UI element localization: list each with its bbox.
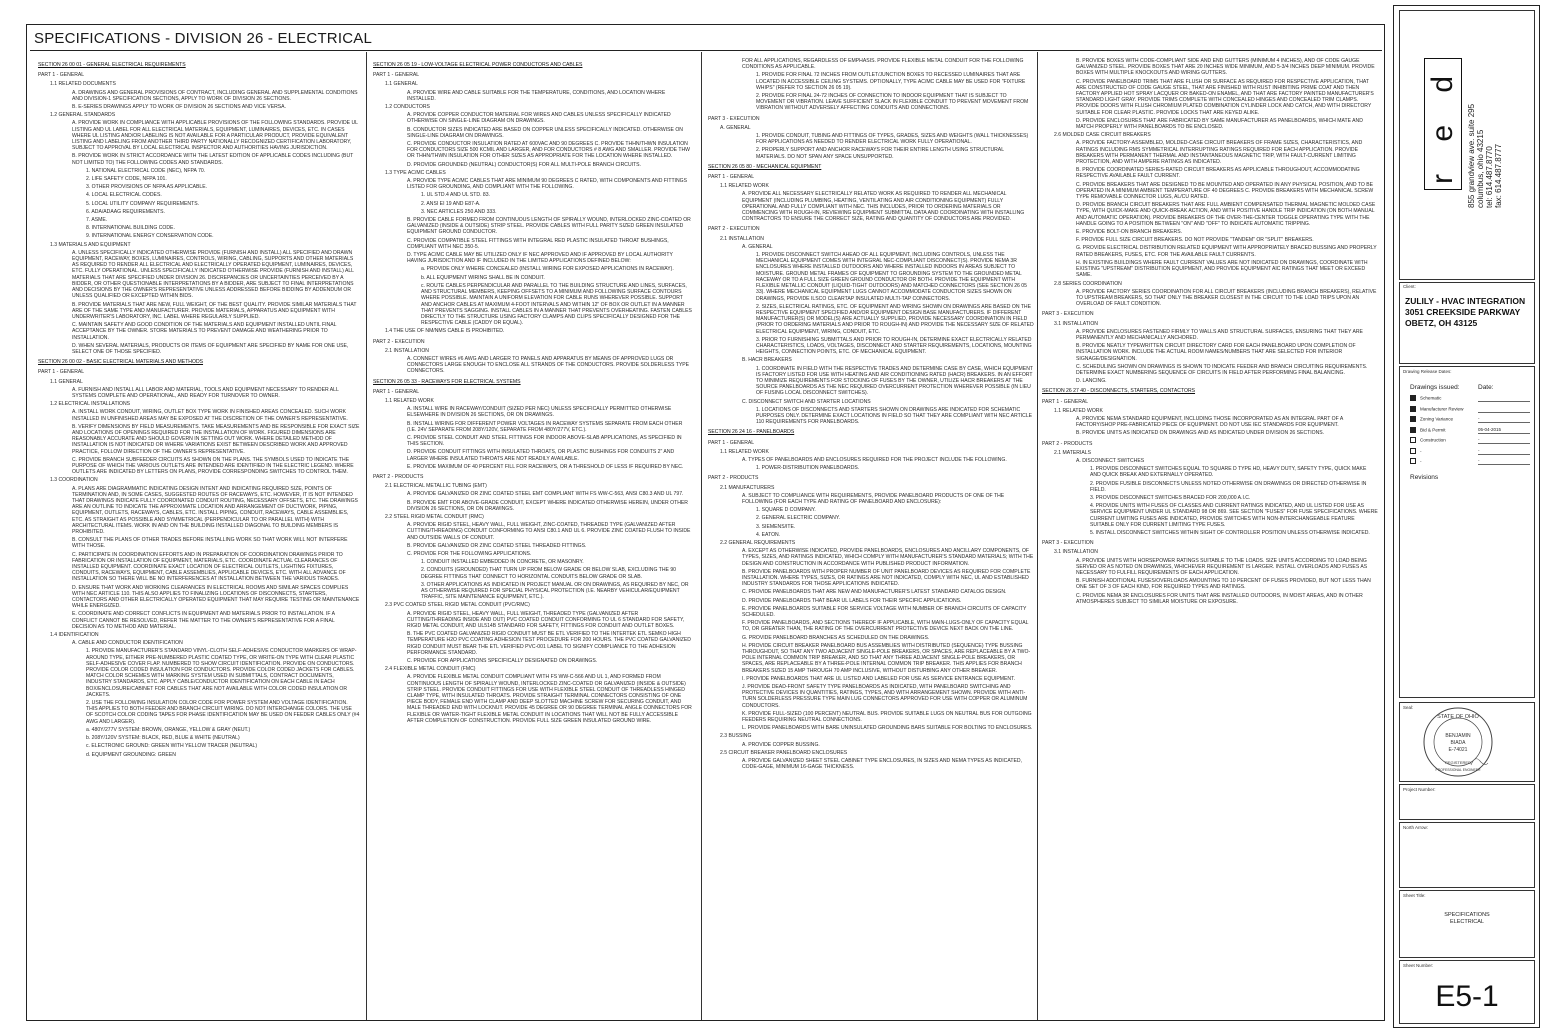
spec-paragraph: d. EQUIPMENT GROUNDING: GREEN xyxy=(86,751,176,758)
spec-paragraph: 2. PROVIDE FUSIBLE DISCONNECTS UNLESS NOTED OTHERWISE ON DRAWINGS OR DIRECTED OTHERWISE IN FIELD. xyxy=(1090,480,1367,493)
release-label: - xyxy=(1420,458,1422,464)
spec-paragraph: A. PROVIDE ENCLOSURES FASTENED FIRMLY TO WALLS AND STRUCTURAL SURFACES, ENSURING THAT THEY ARE PERMANENTLY AND MECHANICALLY ANCHORED. xyxy=(1076,328,1363,341)
spec-paragraph: B. CONSULT THE PLANS OF OTHER TRADES BEFORE INSTALLING WORK SO THAT WORK WILL NOT INTERFERE WITH THOSE. xyxy=(72,537,348,550)
spec-paragraph: B. INSTALL WIRING FOR DIFFERENT POWER VOLTAGES IN RACEWAY SYSTEMS SEPARATE FROM EACH OTHER (I.E. 24V SEPARATE FROM 208Y/120V, SEPARATE FROM 480Y/277V, ETC.). xyxy=(407,420,683,433)
spec-paragraph: C. PROVIDE FOR THE FOLLOWING APPLICATIONS. xyxy=(407,551,532,557)
spec-paragraph: A. DISCONNECT SWITCHES xyxy=(1076,457,1145,464)
spec-paragraph: 2.4 FLEXIBLE METAL CONDUIT (FMC) xyxy=(385,666,476,673)
part-heading: PART 3 - EXECUTION xyxy=(1042,311,1094,318)
seal-label: Seal: xyxy=(1403,705,1414,710)
spec-paragraph: E. PROVIDE BOLT-ON BRANCH BREAKERS. xyxy=(1076,229,1183,236)
title-divider xyxy=(30,50,1382,51)
spec-paragraph: 1. LOCATIONS OF DISCONNECTS AND STARTERS SHOWN ON DRAWINGS ARE INDICATED FOR SCHEMATIC PURPOSES ONLY. DETERMINE EXACT LOCATIONS IN FIELD SO THAT THEY ARE COMPLIANT WITH NEC ARTICLE 110 REQUIREMENTS FOR PANELBOARDS. xyxy=(756,406,1033,426)
spec-paragraph: 6. ADA/ADAAG REQUIREMENTS. xyxy=(86,208,165,215)
engineer-seal xyxy=(1421,705,1495,779)
spec-paragraph: B. PROVIDE EMT FOR ABOVE-GRADE CONDUIT, EXCEPT WHERE INDICATED OTHERWISE HEREIN, UNDER OTHER DIVISION 26 SECTIONS, OR ON DRAWINGS. xyxy=(407,499,688,512)
spec-paragraph: I. PROVIDE PANELBOARDS THAT ARE UL LISTED AND LABELED FOR USE AS SERVICE ENTRANCE EQUIPMENT. xyxy=(742,675,1016,682)
spec-paragraph: B. PROVIDE BOXES WITH CODE-COMPLIANT SIDE AND END GUTTERS (MINIMUM 4 INCHES), AND OF CODE GAUGE GALVANIZED STEEL. PROVIDE BOXES THAT ARE 20 INCHES WIDE MINIMUM, AND 5-3/4 INCHES DEEP MINIMUM. PROVIDE BOXES WITH MULTIPLE KNOCKOUTS AND WIRING GUTTERS. xyxy=(1076,58,1375,77)
spec-paragraph: b. ALL EQUIPMENT WIRING SHALL BE IN CONDUIT. xyxy=(421,274,545,281)
spec-paragraph: 1. NATIONAL ELECTRICAL CODE (NEC), NFPA 70. xyxy=(86,167,206,174)
spec-paragraph: A. PROVIDE GALVANIZED OR ZINC COATED STEEL EMT COMPLIANT WITH FS WW-C-563, ANSI C80.3 AND UL 797. xyxy=(407,491,684,498)
spec-paragraph: 2.3 PVC COATED STEEL RIGID METAL CONDUIT (PVC/RMC) xyxy=(385,602,530,609)
release-label: Manufacturer Review xyxy=(1420,406,1464,411)
release-label: Zoning Variance xyxy=(1420,416,1454,422)
spec-paragraph: 1. PROVIDE FOR FINAL 72 INCHES FROM OUTLET/JUNCTION BOXES TO RECESSED LUMINAIRES THAT ARE LOCATED IN ACCESSIBLE CEILING SYSTEMS. OPTIONALLY, TYPE AC/MC CABLE MAY BE USED FOR "FIXTURE WHIPS" (REFER TO SECTION 26 05 19). xyxy=(756,72,1026,91)
client-line: ZULILY - HVAC INTEGRATION xyxy=(1405,296,1526,306)
spec-paragraph: 2. LIFE SAFETY CODE, NFPA 101. xyxy=(86,176,167,183)
spec-column-3 xyxy=(708,58,1034,1020)
spec-paragraph: C. PROVIDE PANELBOARDS THAT ARE NEW AND MANUFACTURER'S LATEST STANDARD CATALOG DESIGN. xyxy=(742,589,1007,596)
spec-paragraph: D. ENSURE THAT WORK AND WORKING CLEARANCES IN ELECTRICAL ROOMS AND SIMILAR SPACES COMPLIES WITH NEC ARTICLE 110. THIS ALSO APPLIES TO FINALIZING LOCATIONS OF DISCONNECTS, STARTERS, CONTACTORS AND OTHER ELECTRICALLY OPERATED EQUIPMENT THAT MAY REQUIRE TESTING OR MAINTENANCE WHILE ENERGIZED. xyxy=(72,584,360,610)
spec-paragraph: 2. PROPERLY SUPPORT AND ANCHOR RACEWAYS FOR THEIR ENTIRE LENGTH USING STRUCTURAL MATERIALS. DO NOT SPAN ANY SPACE UNSUPPORTED. xyxy=(756,147,1004,160)
spec-paragraph: F. PROVIDE PANELBOARDS, AND SECTIONS THEREOF IF APPLICABLE, WITH MAIN-LUGS-ONLY OF CAPACITY EQUAL TO, OR GREATER THAN, THE RATING OF THE OVERCURRENT PROTECTIVE DEVICE NEXT BACK ON THE LINE. xyxy=(742,620,1029,633)
spec-paragraph: 2.6 MOLDED CASE CIRCUIT BREAKERS xyxy=(1054,132,1151,139)
spec-paragraph: 2.1 ELECTRICAL METALLIC TUBING (EMT) xyxy=(385,483,487,490)
spec-paragraph: B. PROVIDE COORDINATED SERIES-RATED CIRCUIT BREAKERS AS APPLICABLE THROUGHOUT, ACCOMMODATING RESPECTIVE AVAILABLE FAULT CURRENT. xyxy=(1076,167,1360,180)
spec-paragraph: C. PROVIDE BRANCH SUBFEEDER CIRCUITS AS SHOWN ON THE PLANS. THE SYMBOLS USED TO INDICATE THE PURPOSE OF WHICH THE VARIOUS OUTLETS ARE INTENDED ARE IDENTIFIED IN THE ELECTRIC LEGEND. WHERE OUTLETS ARE INDICATED BY LETTERS ON PLANS, PROVIDE CORRESPONDING SWITCHES TO CONTROL THEM. xyxy=(72,456,354,476)
release-date: - xyxy=(1478,437,1530,444)
spec-column-1 xyxy=(38,58,360,1020)
section-heading: SECTION 26 24 16 - PANELBOARDS xyxy=(708,429,795,436)
spec-paragraph: 1.1 RELATED WORK xyxy=(385,397,434,404)
spec-paragraph: A. PROVIDE UNITS WITH HORSEPOWER RATINGS SUITABLE TO THE LOADS. SIZE UNITS ACCORDING TO LOAD BEING SERVED OR AS NOTED ON DRAWINGS, WHICHEVER REQUIREMENT IS LARGER. INSTALL OVERLOADS AND FUSES AS NECESSARY TO FULFILL REQUIREMENTS OF EACH APPLICATION. xyxy=(1076,557,1368,577)
spec-paragraph: A. PROVIDE WORK IN COMPLIANCE WITH APPLICABLE PROVISIONS OF THE FOLLOWING STANDARDS. PROVIDE UL LISTING AND UL LABEL FOR ALL ELECTRICAL MATERIALS, EQUIPMENT, LUMINAIRES, DEVICES, ETC. IN CASES WHERE UL LISTING AND/OR LABELING IS NOT AVAILABLE FOR A PARTICULAR PRODUCT, PROVIDE EQUIVALENT LISTING AND LABELING FROM ANOTHER THIRD PARTY NATIONALLY RECOGNIZED CERTIFICATION LABORATORY, SUBJECT TO APPROVAL BY LOCAL ELECTRICAL INSPECTOR AND AUTHORITIES HAVING JURISDICTION. xyxy=(72,120,358,152)
firm-address xyxy=(1467,58,1503,208)
release-row xyxy=(1410,437,1480,445)
spec-paragraph: 3. OTHER PROVISIONS OF NFPA AS APPLICABLE. xyxy=(86,184,208,191)
spec-paragraph: A. INSTALL WIRE IN RACEWAY/CONDUIT (SIZED PER NEC) UNLESS SPECIFICALLY PERMITTED OTHERWISE ELSEWHERE IN DIVISION 26 SECTIONS, OR ON DRAWINGS. xyxy=(407,406,672,419)
seal-profession: PROFESSIONAL ENGINEER xyxy=(1435,768,1481,772)
spec-paragraph: C. MAINTAIN SAFETY AND GOOD CONDITION OF THE MATERIALS AND EQUIPMENT INSTALLED UNTIL FINAL ACCEPTANCE BY THE OWNER. STORE MATERIALS TO PREVENT DAMAGE AND WEATHERING PRIOR TO INSTALLATION. xyxy=(72,322,337,341)
spec-paragraph: 2. CONDUITS (GROUNDED) THAT TURN UP FROM BELOW GRADE OR BELOW SLAB, EXCLUDING THE 90 DEGREE FITTINGS THAT CONNECT TO HORIZONTAL CONDUITS BELOW GRADE OR SLAB. xyxy=(421,567,677,580)
spec-paragraph: 3.1 INSTALLATION xyxy=(1054,320,1098,327)
spec-paragraph: 1.1 RELATED WORK xyxy=(720,448,769,455)
part-heading: PART 1 - GENERAL xyxy=(708,439,755,446)
spec-paragraph: 4. EATON. xyxy=(756,531,781,538)
checkbox-icon xyxy=(1410,437,1416,443)
spec-paragraph: 1.4 IDENTIFICATION xyxy=(50,632,99,639)
spec-paragraph: 1.2 ELECTRICAL INSTALLATIONS xyxy=(50,401,131,408)
client-line: 3051 CREEKSIDE PARKWAY xyxy=(1405,307,1521,317)
spec-paragraph: 1.1 RELATED WORK xyxy=(720,183,769,190)
spec-paragraph: 9. INTERNATIONAL ENERGY CONSERVATION CODE. xyxy=(86,233,214,240)
spec-paragraph: C. PROVIDE BREAKERS THAT ARE DESIGNED TO BE MOUNTED AND OPERATED IN ANY PHYSICAL POSITION, AND TO BE OPERATED IN A MINIMUM AMBIENT TEMPERATURE OF 40 DEGREES C. PROVIDE BREAKERS WITH MECHANICAL SCREW TYPE REMOVABLE CONNECTOR LUGS, AL/CU RATED. xyxy=(1076,181,1374,201)
spec-paragraph: 4. PROVIDE UNITS WITH FUSES OF CLASSES AND CURRENT RATINGS INDICATED, AND UL LISTED FOR USE AS SERVICE EQUIPMENT UNDER UL STANDARD 98 OR 869. SEE SECTION "FUSES" FOR FUSE SPECIFICATIONS. WHERE CURRENT LIMITING FUSES ARE INDICATED, PROVIDE SWITCHES WITH NON-INTERCHANGEABLE FEATURE SUITABLE ONLY FOR CURRENT LIMITING TYPE FUSES. xyxy=(1090,503,1378,528)
spec-paragraph: B. E-SERIES DRAWINGS APPLY TO WORK OF DIVISION 26 SECTIONS AND VICE VERSA. xyxy=(72,104,286,111)
spec-paragraph: 1.3 COORDINATION xyxy=(50,477,98,484)
spec-paragraph: L. PROVIDE PANELBOARDS WITH BARE UNINSULATED GROUNDING BARS SUITABLE FOR BOLTING TO ENCLOSURES. xyxy=(742,725,1033,732)
spec-paragraph: c. ROUTE CABLES PERPENDICULAR AND PARALLEL TO THE BUILDING STRUCTURE AND LINES, SURFACES, AND STRUCTURAL MEMBERS, KEEPING OFFSETS TO A MINIMUM AND FOLLOWING SURFACE CONTOURS WHERE POSSIBLE. MAINTAIN A UNIFORM ELEVATION FOR CABLE RUNS WHEREVER POSSIBLE. SUPPORT AND ANCHOR CABLES AT MAXIMUM 4-FOOT INTERVALS AND WITHIN 12" OF BOX OR OUTLET IN A MANNER THAT PREVENTS SAGGING. INSTALL CABLES IN A MANNER THAT PREVENTS OVERHEATING. FASTEN CABLES DIRECTLY TO THE STRUCTURE USING FACTORY CLAMPS AND CLIPS SPECIFICALLY DESIGNED FOR THE RESPECTIVE CABLE (CADDY OR EQUAL). xyxy=(421,282,692,327)
section-heading: SECTION 26 00 01 - GENERAL ELECTRICAL REQUIREMENTS xyxy=(38,62,186,68)
address-line: columbus, ohio 43215 xyxy=(1476,129,1485,208)
seal-surname: BIADA xyxy=(1450,740,1466,746)
spec-paragraph: B. THE PVC COATED GALVANIZED RIGID CONDUIT MUST BE ETL VERIFIED TO THE INTERTEK ETL SEMKO HIGH TEMPERATURE H2O PVC COATING ADHESION TEST PROCEDURE FOR 200 HOURS. THE PVC COATED GALVANIZED RIGID CONDUIT MUST BEAR THE ETL VERIFIED PVC-001 LABEL TO SIGNIFY COMPLIANCE TO THE ADHESION PERFORMANCE STANDARD. xyxy=(407,631,691,656)
part-heading: PART 1 - GENERAL xyxy=(708,174,755,181)
release-date: - xyxy=(1478,448,1530,455)
client-label: Client: xyxy=(1403,284,1416,289)
spec-paragraph: a. 480Y/277V SYSTEM: BROWN, ORANGE, YELLOW & GRAY (NEUT.) xyxy=(86,726,251,733)
spec-paragraph: 3. PRIOR TO FURNISHING SUBMITTALS AND PRIOR TO ROUGH-IN, DETERMINE EXACT ELECTRICALLY RELATED CHARACTERISTICS, LOADS, VOLTAGES, DISCONNECT AND STARTER REQUIREMENTS, LOCATIONS, MOUNTING HEIGHTS, CONNECTION POINTS, ETC. OF MECHANICAL EQUIPMENT. xyxy=(756,336,1032,356)
seal-number: E-74021 xyxy=(1448,747,1468,753)
firm-logo-text: r e d xyxy=(1426,63,1459,185)
spec-paragraph: 2. SIZES, ELECTRICAL RATINGS, ETC. OF EQUIPMENT AND WIRING SHOWN ON DRAWINGS ARE BASED ON THE RESPECTIVE EQUIPMENT SPECIFIED AND/OR EQUIPMENT DESIGN BASE MANUFACTURERS. IF DIFFERENT MANUFACTURER(S) OR MODEL(S) ARE ACTUALLY SUPPLIED, PROVIDE NECESSARY COORDINATION IN FIELD (PRIOR TO ORDERING MATERIALS AND PRIOR TO ROUGH-IN) AND PROVIDE THE NECESSARY SIZE OF RELATED ELECTRICAL EQUIPMENT, WIRING, CONDUIT, ETC. xyxy=(756,303,1034,335)
spec-paragraph: 2. ANSI EI 19 AND E87-A. xyxy=(421,200,481,207)
part-heading: PART 2 - PRODUCTS xyxy=(1042,440,1093,447)
spec-paragraph: 2.3 BUSSING xyxy=(720,733,752,740)
spec-paragraph: 1. PROVIDE CONDUIT, TUBING AND FITTINGS OF TYPES, GRADES, SIZES AND WEIGHTS (WALL THICKNESSES) FOR APPLICATIONS AS NEEDED TO RENDER ELECTRICAL WORK FULLY OPERATIONAL. xyxy=(756,133,1029,146)
section-heading: SECTION 26 27 40 - DISCONNECTS, STARTERS, CONTACTORS xyxy=(1042,388,1196,395)
spec-paragraph: A. EXCEPT AS OTHERWISE INDICATED, PROVIDE PANELBOARDS, ENCLOSURES AND ANCILLARY COMPONENTS, OF TYPES, SIZES, AND RATINGS INDICATED, WHICH COMPLY WITH MANUFACTURER'S STANDARD MATERIALS; WITH THE DESIGN AND CONSTRUCTION IN ACCORDANCE WITH PUBLISHED PRODUCT INFORMATION. xyxy=(742,548,1034,567)
spec-paragraph: 1. COORDINATE IN FIELD WITH THE RESPECTIVE TRADES AND DETERMINE CASE BY CASE, WHICH EQUIPMENT IS FACTORY LISTED FOR USE WITH HEATING AND AIR CONDITIONING RATED (HACR) BREAKERS. IN AN EFFORT TO MINIMIZE REQUIREMENTS FOR STOCKING OF FUSES BY THE OWNER, UTILIZE HACR BREAKERS AT THE SOURCE PANELBOARDS AS THE NEC REQUIRED OVERCURRENT PROTECTION WHEREVER POSSIBLE (IN LIEU OF FUSING LOCAL DISCONNECT SWITCHES). xyxy=(756,365,1033,397)
spec-paragraph: D. LANCING. xyxy=(1076,378,1107,385)
spec-paragraph: B. HACR BREAKERS xyxy=(742,357,792,364)
part-heading: PART 3 - EXECUTION xyxy=(708,115,760,122)
release-date xyxy=(1478,406,1530,413)
spec-paragraph: A. PROVIDE NEMA STANDARD EQUIPMENT, INCLUDING THOSE INCORPORATED AS AN INTEGRAL PART OF A FACTORY/SHOP PRE-FABRICATED PIECE OF EQUIPMENT. DO NOT USE IEC STANDARDS FOR EQUIPMENT. xyxy=(1076,415,1343,429)
spec-paragraph: C. PROVIDE STEEL CONDUIT AND STEEL FITTINGS FOR INDOOR ABOVE-SLAB APPLICATIONS, AS SPECIFIED IN THIS SECTION. xyxy=(407,434,682,448)
spec-paragraph: A. PROVIDE COPPER CONDUCTOR MATERIAL FOR WIRES AND CABLES UNLESS SPECIFICALLY INDICATED OTHERWISE ON SINGLE-LINE DIAGRAM ON DRAWINGS. xyxy=(407,112,671,125)
spec-paragraph: A. PROVIDE RIGID STEEL, HEAVY WALL, FULL WEIGHT, THREADED TYPE (GALVANIZED AFTER CUTTING/THREADING INSIDE AND OUT) PVC COATED CONDUIT CONFORMING TO UL 6 STANDARD FOR SAFETY, RIGID METAL CONDUIT, AND UL514B STANDARD FOR SAFETY, FITTINGS FOR CONDUIT AND OUTLET BOXES. xyxy=(407,610,685,630)
spec-paragraph: 1.3 TYPE AC/MC CABLES xyxy=(385,169,446,176)
column-divider xyxy=(366,52,367,1020)
checkbox-icon xyxy=(1410,395,1416,401)
spec-paragraph: A. UNLESS SPECIFICALLY INDICATED OTHERWISE PROVIDE (FURNISH AND INSTALL) ALL SPECIFIED AND DRAWN EQUIPMENT, RACEWAY, BOXES, LUMINAIRES, CONTROLS, WIRING, CABLING, SUPPORTS AND OTHER MATERIALS AS REQUIRED TO RENDER ALL ELECTRICAL AND ELECTRICALLY OPERATED EQUIPMENT, LUMINAIRES, DEVICES, ETC. FULLY OPERATIONAL. UNLESS SPECIFICALLY INDICATED OTHERWISE PROVIDE (FURNISH AND INSTALL) ALL MATERIALS THAT ARE SPECIFIED UNDER DIVISION 26. DISCREPANCIES OR UNCERTAINTIES PERCEIVED BY A BIDDER, OR OTHER QUESTIONABLE INTERPRETATIONS BY A BIDDER, ARE SUBJECT TO FINAL INTERPRETATIONS AND DECISIONS BY THE OWNER'S REPRESENTATIVE UNLESS ADDRESSED BEFORE BIDDING BY ADDENDUM OR UNLESS QUALIFIED OR EXCEPTED WITHIN BIDS. xyxy=(72,249,354,300)
spec-paragraph: 3. NEC ARTICLES 250 AND 333. xyxy=(421,208,497,215)
release-label: - xyxy=(1420,448,1422,453)
spec-paragraph: 2.1 INSTALLATION xyxy=(385,347,429,354)
spec-paragraph: 1. UL STD.4 AND UL STD. 83. xyxy=(421,192,490,199)
spec-paragraph: 7. ASME. xyxy=(86,217,108,224)
spec-paragraph: G. PROVIDE ELECTRICAL DISTRIBUTION RELATED EQUIPMENT WITH APPROPRIATELY BRACED BUSSING AND PROPERLY RATED BREAKERS, FUSES, ETC. FOR THE AVAILABLE FAULT CURRENTS. xyxy=(1076,245,1377,258)
spec-paragraph: D. PROVIDE ENCLOSURES THAT ARE FABRICATED BY SAME MANUFACTURER AS PANELBOARDS, WHICH MATE AND MATCH PROPERLY WITH PANELBOARDS TO BE ENCLOSED. xyxy=(1076,117,1363,131)
sheet-title-line: ELECTRICAL xyxy=(1450,919,1484,925)
spec-paragraph: 1.1 RELATED WORK xyxy=(1054,407,1103,414)
part-heading: PART 3 - EXECUTION xyxy=(1042,540,1094,547)
north-arrow-label: North Arrow: xyxy=(1403,825,1429,830)
date-label: Date: xyxy=(1478,384,1494,391)
spec-paragraph: E. PROVIDE PANELBOARDS SUITABLE FOR SERVICE VOLTAGE WITH NUMBER OF BRANCH CIRCUITS OF CAPACITY SCHEDULED. xyxy=(742,605,1027,619)
section-heading: SECTION 26 05 19 - LOW-VOLTAGE ELECTRICAL POWER CONDUCTORS AND CABLES xyxy=(373,62,583,68)
spec-paragraph: B. PROVIDE WORK IN STRICT ACCORDANCE WITH THE LATEST EDITION OF APPLICABLE CODES INCLUDING (BUT NOT LIMITED TO) THE FOLLOWING CODES AND STANDARDS. xyxy=(72,153,354,166)
checkbox-icon xyxy=(1410,406,1416,412)
section-heading: SECTION 26 00 02 - BASIC ELECTRICAL MATERIALS AND METHODS xyxy=(38,359,204,366)
spec-paragraph: 1.1 RELATED DOCUMENTS xyxy=(50,81,116,88)
spec-column-4 xyxy=(1042,58,1378,1020)
checkbox-icon xyxy=(1410,427,1416,433)
spec-paragraph: H. PROVIDE CIRCUIT BREAKER PANELBOARD BUS ASSEMBLIES WITH DISTRIBUTED (SEQUENCE) TYPE BUSSING THROUGHOUT, SO THAT ANY TWO ADJACENT SINGLE-POLE BREAKERS, OR SPACES, ARE REPLACEABLE BY A TWO-POLE INTERNAL COMMON TRIP BREAKER, AND SO THAT ANY THREE ADJACENT SINGLE-POLE BREAKERS, OR SPACES, ARE REPLACEABLE BY A THREE-POLE INTERNAL COMMON TRIP BREAKER. THIS APPLIES FOR BRANCH BREAKERS SIZED 15 AMP THROUGH 70 AMP INCLUSIVE, WITHOUT DISTURBING ANY OTHER BREAKER. xyxy=(742,642,1031,674)
spec-paragraph: B. FURNISH ADDITIONAL FUSES/OVERLOADS AMOUNTING TO 10 PERCENT OF FUSES PROVIDED, BUT NOT LESS THAN ONE SET OF 3 OF EACH KIND, FOR REQUIRED TYPES AND RATINGS. xyxy=(1076,578,1371,591)
spec-paragraph: 4. LOCAL ELECTRICAL CODES. xyxy=(86,192,162,199)
column-divider xyxy=(1037,52,1038,1020)
release-row xyxy=(1410,395,1441,403)
address-line: tel: 614.487.8770 xyxy=(1485,146,1494,208)
spec-paragraph: FOR ALL APPLICATIONS, REGARDLESS OF EMPHASIS. PROVIDE FLEXIBLE METAL CONDUIT FOR THE FOLLOWING CONDITIONS AS APPLICABLE. xyxy=(742,58,1024,71)
spec-paragraph: 1.1 GENERAL xyxy=(385,81,418,88)
spec-paragraph: 2.8 SERIES COORDINATION xyxy=(1054,280,1122,287)
spec-paragraph: 3. PROVIDE DISCONNECT SWITCHES BRACED FOR 200,000 A.I.C. xyxy=(1090,494,1251,501)
spec-paragraph: A. PROVIDE TYPE AC/MC CABLES THAT ARE MINIMUM 90 DEGREES C RATED, WITH COMPONENTS AND FITTINGS LISTED FOR GROUNDING, AND COMPLIANT WITH THE FOLLOWING. xyxy=(407,178,688,191)
seal-state: STATE OF OHIO xyxy=(1437,714,1479,720)
spec-paragraph: 8. INTERNATIONAL BUILDING CODE. xyxy=(86,225,175,232)
release-row xyxy=(1410,426,1502,435)
spec-paragraph: E. PROVIDE MAXIMUM OF 40 PERCENT FILL FOR RACEWAYS, OR A THRESHOLD OF LESS IF REQUIRED BY NEC. xyxy=(407,463,684,470)
spec-paragraph: 1. CONDUIT INSTALLED EMBEDDED IN CONCRETE, OR MASONRY. xyxy=(421,559,584,566)
spec-paragraph: A. PROVIDE WIRE AND CABLE SUITABLE FOR THE TEMPERATURE, CONDITIONS, AND LOCATION WHERE INSTALLED. xyxy=(407,89,666,102)
spec-paragraph: B. PROVIDE GALVANIZED OR ZINC COATED STEEL THREADED FITTINGS. xyxy=(407,542,587,549)
spec-paragraph: B. PROVIDE UNITS AS INDICATED ON DRAWINGS AND AS INDICATED UNDER DIVISION 26 SECTIONS. xyxy=(1076,430,1325,437)
spec-paragraph: D. PROVIDE CONDUIT FITTINGS WITH INSULATED THROATS, OR PLASTIC BUSHINGS FOR CONDUITS 2" AND LARGER WHERE INSULATED THROATS ARE NOT READILY AVAILABLE. xyxy=(407,449,675,462)
spec-paragraph: 1. PROVIDE DISCONNECT SWITCH AHEAD OF ALL EQUIPMENT, INCLUDING CONTROLS, UNLESS THE MECHANICAL EQUIPMENT COMES WITH INTEGRAL NEC-COMPLIANT DISCONNECT(S). PROVIDE NEMA 3R ENCLOSURES WHERE INSTALLED OUTDOORS AND WHERE INSTALLED INDOORS IN AREAS SUBJECT TO MOISTURE. GROUND METAL FRAMES OF EQUIPMENT TO GROUNDING SYSTEM TO THE GROUNDED METAL RACEWAY OR TO A FULL SIZE GREEN GROUND CONDUCTOR OR BOTH. PROVIDE THE EQUIPMENT WITH FLEXIBLE METALLIC CONDUIT (LIQUID-TIGHT OUTDOORS) AND MATCHED CONNECTORS (SEE SECTION 26 05 33). WHERE MECHANICAL EQUIPMENT LUGS CANNOT ACCOMMODATE CONDUCTOR SIZES SHOWN ON DRAWINGS, PROVIDE ILSCO CLEARTAP INSULATED MULTI-TAP CONNECTORS. xyxy=(756,252,1027,302)
north-arrow-cell xyxy=(1399,822,1535,888)
part-heading: PART 1 - GENERAL xyxy=(38,369,85,376)
spec-paragraph: B. VERIFY DIMENSIONS BY FIELD MEASUREMENTS. TAKE MEASUREMENTS AND BE RESPONSIBLE FOR EXACT SIZE AND LOCATIONS OF OPENINGS REQUIRED FOR THE INSTALLATION OF WORK. FIGURED DIMENSIONS ARE REASONABLY ACCURATE AND SHOULD GOVERN IN SETTING OUT WORK. WHERE DETAILED METHOD OF INSTALLATION IS NOT INDICATED OR WHERE VARIATIONS EXIST BETWEEN DESCRIBED WORK AND APPROVED PRACTICE, FOLLOW DIRECTION OF THE OWNER'S REPRESENTATIVE. xyxy=(72,423,360,455)
spec-paragraph: 2.1 INSTALLATION xyxy=(720,235,764,242)
section-heading: SECTION 26 05 33 - RACEWAYS FOR ELECTRICAL SYSTEMS xyxy=(373,378,521,385)
spec-paragraph: C. PROVIDE NEMA 3R ENCLOSURES FOR UNITS THAT ARE INSTALLED OUTDOORS, IN MOIST AREAS, AND IN OTHER ATMOSPHERES SUBJECT TO SIMILAR MOISTURE OR EXPOSURE. xyxy=(1076,592,1363,605)
spec-paragraph: b. 208Y/120V SYSTEM: BLACK, RED, BLUE & WHITE (NEUTRAL) xyxy=(86,735,240,742)
address-line: fax: 614.487.8777 xyxy=(1494,143,1503,208)
part-heading: PART 1 - GENERAL xyxy=(38,72,85,79)
release-row xyxy=(1410,458,1480,466)
spec-paragraph: 1.2 GENERAL STANDARDS xyxy=(50,112,116,119)
spec-paragraph: G. PROVIDE PANELBOARD BRANCHES AS SCHEDULED ON THE DRAWINGS. xyxy=(742,634,930,641)
spec-paragraph: A. FURNISH AND INSTALL ALL LABOR AND MATERIAL, TOOLS AND EQUIPMENT NECESSARY TO RENDER ALL SYSTEMS COMPLETE AND OPERATIONAL, AND READY FOR TURNOVER TO OWNER. xyxy=(72,386,339,399)
release-label: Construction xyxy=(1420,437,1446,443)
spec-paragraph: D. PROVIDE BRANCH CIRCUIT BREAKERS THAT ARE FULL AMBIENT COMPENSATED THERMAL MAGNETIC MOLDED CASE TYPE, WITH QUICK-MAKE AND QUICK-BREAK ACTION, AND WITH POSITIVE HANDLE TRIP INDICATION (ON BOTH MANUAL AND AUTOMATIC OPERATION). PROVIDE BREAKERS OF THE OVER-THE-CENTER TOGGLE OPERATING TYPE WITH THE HANDLE GOING TO A POSITION BETWEEN "ON" AND "OFF" TO INDICATE AUTOMATIC TRIPPING. xyxy=(1076,202,1376,227)
spec-paragraph: D. PROVIDE PANELBOARDS THAT BEAR UL LABELS FOR THEIR SPECIFIC APPLICATIONS. xyxy=(742,597,962,604)
checkbox-icon xyxy=(1410,448,1416,454)
spec-paragraph: B. PROVIDE MATERIALS THAT ARE NEW, FULL WEIGHT, OF THE BEST QUALITY. PROVIDE SIMILAR MATERIALS THAT ARE OF THE SAME TYPE AND MANUFACTURER. PROVIDE MATERIALS, APPARATUS AND EQUIPMENT WITH UNDERWRITER'S LABORATORY, INC. LABEL WHERE REGULARLY SUPPLIED. xyxy=(72,301,357,320)
spec-paragraph: 3. OTHER APPLICATIONS AS INDICATED IN PROJECT MANUAL OR ON DRAWINGS, AS REQUIRED BY NEC, OR AS OTHERWISE REQUIRED FOR SPECIAL PHYSICAL PROTECTION (I.E. NEARBY VEHICULAR/EQUIPMENT TRAFFIC, SITE MAINTENANCE EQUIPMENT, ETC.). xyxy=(421,581,689,601)
address-line: 855 grandview ave. suite 295 xyxy=(1467,103,1476,208)
spec-paragraph: E. COORDINATE AND CORRECT CONFLICTS IN EQUIPMENT AND MATERIALS PRIOR TO INSTALLATION. IF A CONFLICT CANNOT BE RESOLVED, REFER THE MATTER TO THE OWNER'S REPRESENTATIVE FOR A FINAL DECISION AS TO METHOD AND MATERIAL. xyxy=(72,611,335,630)
checkbox-icon xyxy=(1410,458,1416,464)
client-info xyxy=(1405,296,1525,329)
release-date: - xyxy=(1478,458,1530,465)
spec-paragraph: A. CABLE AND CONDUCTOR IDENTIFICATION xyxy=(72,640,183,647)
spec-paragraph: A. TYPES OF PANELBOARDS AND ENCLOSURES REQUIRED FOR THE PROJECT INCLUDE THE FOLLOWING. xyxy=(742,456,1007,463)
release-label: Schematic xyxy=(1420,395,1442,401)
spec-paragraph: 2. USE THE FOLLOWING INSULATION COLOR CODE FOR POWER SYSTEM AND VOLTAGE IDENTIFICATION. THIS APPLIES TO BOTH FEEDER AND BRANCH CIRCUIT WIRING. DO NOT INTERCHANGE COLORS. THE USE OF SCOTCH COLOR CODING TAPES FOR PHASE IDENTIFICATION MAY BE USED ON FEEDER CABLES ONLY (#4 AWG AND LARGER). xyxy=(86,700,360,725)
sheet-title-line: SPECIFICATIONS xyxy=(1444,912,1490,918)
spec-paragraph: C. PROVIDE COMPATIBLE STEEL FITTINGS WITH INTEGRAL RED PLASTIC INSULATED THROAT BUSHINGS, COMPLIANT WITH NEC 350-5. xyxy=(407,237,669,250)
spec-paragraph: B. CONDUCTOR SIZES INDICATED ARE BASED ON COPPER UNLESS SPECIFICALLY INDICATED. OTHERWISE ON SINGLE-LINE DIAGRAM ON DRAWINGS. xyxy=(407,126,683,139)
seal-name: BENJAMIN xyxy=(1445,733,1471,739)
spec-paragraph: A. PROVIDE GALVANIZED SHEET STEEL CABINET TYPE ENCLOSURES, IN SIZES AND NEMA TYPES AS INDICATED, CODE-GAGE, MINIMUM 16-GAGE THICKNESS. xyxy=(742,758,1022,771)
spec-paragraph: A. PROVIDE RIGID STEEL, HEAVY WALL, FULL WEIGHT, ZINC-COATED, THREADED TYPE (GALVANIZED AFTER CUTTING/THREADING) CONDUIT CONFORMING TO ANSI C80.1 AND UL 6. PROVIDE ZINC COATED FLUSH TO INSIDE AND OUTSIDE WALLS OF CONDUIT. xyxy=(407,522,691,541)
part-heading: PART 1 - GENERAL xyxy=(373,72,420,79)
spec-paragraph: A. GENERAL xyxy=(720,124,751,131)
release-date xyxy=(1478,395,1530,402)
spec-paragraph: c. ELECTRONIC GROUND: GREEN WITH YELLOW TRACER (NEUTRAL) xyxy=(86,743,258,750)
spec-paragraph: 2.1 MATERIALS xyxy=(1054,449,1091,456)
part-heading: PART 2 - EXECUTION xyxy=(708,226,760,233)
spec-paragraph: 2.1 MANUFACTURERS xyxy=(720,484,775,491)
seal-registered: REGISTERED xyxy=(1444,760,1472,765)
release-date: 05-04-2015 xyxy=(1478,427,1530,434)
spec-paragraph: A. PROVIDE FLEXIBLE METAL CONDUIT COMPLIANT WITH FS WW-C-566 AND UL 1, AND FORMED FROM CONTINUOUS LENGTH OF SPIRALLY WOUND, INTERLOCKED ZINC-COATED OR GALVANIZED (INSIDE & OUTSIDE) STRIP STEEL. PROVIDE CONDUIT FITTINGS FOR USE WITH FLEXIBLE STEEL CONDUIT OF THREADLESS HINGED CLAMP TYPE, WITH INSULATED THROATS. PROVIDE STRAIGHT TERMINAL CONNECTORS CONSISTING OF ONE PIECE BODY, FEMALE END WITH CLAMP AND DEEP SLOTTED MACHINE SCREW FOR SECURING CONDUIT, AND MALE THREADED END WITH LOCKNUT. PROVIDE 45 DEGREE OR 90 DEGREE TERMINAL ANGLE CONNECTORS FOR FLEXIBLE OR WATER-TIGHT FLEXIBLE METAL CONDUIT IN LOCATIONS THAT WILL NOT BE FULLY ACCESSIBLE AFTER COMPLETION OF CONSTRUCTION. PROVIDE FULL SIZE GREEN INSULATED GROUND WIRE. xyxy=(407,674,692,724)
spec-paragraph: 2.2 STEEL RIGID METAL CONDUIT (RMC) xyxy=(385,513,484,520)
spec-paragraph: D. PROVIDE GROUNDED (NEUTRAL) CONDUCTOR(S) FOR ALL MULTI-POLE BRANCH CIRCUITS. xyxy=(407,161,641,168)
revisions-label: Revisions xyxy=(1410,474,1439,481)
sheet-title-label: Sheet Title: xyxy=(1403,893,1426,898)
spec-paragraph: 1.1 GENERAL xyxy=(50,378,83,385)
project-number-label: Project Number: xyxy=(1403,787,1436,792)
spec-paragraph: 1. PROVIDE MANUFACTURER'S STANDARD VINYL-CLOTH SELF-ADHESIVE CONDUCTOR MARKERS OF WRAP-AROUND TYPE, EITHER PRE-NUMBERED PLASTIC COATED TYPE, OR WRITE-ON TYPE WITH CLEAR PLASTIC SELF-ADHESIVE COVER FLAP. NUMBERED TO SHOW CIRCUIT IDENTIFICATION. PROVIDE ON CONDUCTORS. PROVIDE COLOR CODED INSULATION FOR CONDUCTORS. PROVIDE COLOR CODED JACKETS FOR CABLES. MATCH COLOR SCHEMES WITH MARKING SYSTEM USED IN SUBMITTALS, CONTRACT DOCUMENTS, INDUSTRY STANDARDS, ETC. APPLY CABLE/CONDUCTOR IDENTIFICATION ON EACH CABLE IN EACH BOX/ENCLOSURE/CABINET FOR CABLES THAT ARE NOT AVAILABLE WITH COLOR CODED INSULATION OR JACKETS. xyxy=(86,648,357,698)
spec-paragraph: 1.4 THE USE OF NM/NMS CABLE IS PROHIBITED. xyxy=(385,328,505,335)
spec-column-2 xyxy=(373,58,693,1020)
part-heading: PART 1 - GENERAL xyxy=(1042,398,1089,405)
part-heading: PART 1 - GENERAL xyxy=(373,388,420,395)
spec-paragraph: A. PLANS ARE DIAGRAMMATIC INDICATING DESIGN INTENT AND INDICATING REQUIRED SIZE, POINTS OF TERMINATION AND, IN SOME CASES, SUGGESTED ROUTES OF RACEWAYS, ETC. HOWEVER, IT IS NOT INTENDED THAT DRAWINGS INDICATE FULLY COORDINATED CONDUIT ROUTING, NECESSARY OFFSETS, ETC. THE DRAWINGS ARE AN OUTLINE TO INDICATE THE APPROXIMATE LOCATION AND ARRANGEMENT OF DUCTWORK, PIPING, EQUIPMENT, OUTLETS, RACEWAYS, CABLES, ETC. INSTALL PIPING, CONDUIT, RACEWAYS, CABLE ASSEMBLIES, ETC. AS STRAIGHT AS POSSIBLE AND SYMMETRICAL (PERPENDICULAR TO OR PARALLEL WITH) WITH ARCHITECTURAL ITEMS. WORK IN AND ON THE BUILDING INSTALLED DIAGONAL TO BUILDING MEMBERS IS PROHIBITED. xyxy=(72,485,358,535)
spec-paragraph: 1. POWER-DISTRIBUTION PANELBOARDS. xyxy=(756,465,860,472)
spec-paragraph: C. DISCONNECT SWITCH AND STARTER LOCATIONS xyxy=(742,398,871,405)
spec-paragraph: 1.2 CONDUCTORS xyxy=(385,104,430,111)
column-divider xyxy=(701,52,702,1020)
spec-paragraph: 1. SQUARE D COMPANY. xyxy=(756,507,816,514)
spec-paragraph: 2.5 CIRCUIT BREAKER PANELBOARD ENCLOSURES xyxy=(720,749,848,756)
part-heading: PART 2 - PRODUCTS xyxy=(708,475,759,482)
checkbox-icon xyxy=(1410,416,1416,422)
spec-paragraph: B. PROVIDE NEATLY TYPEWRITTEN CIRCUIT DIRECTORY CARD FOR EACH PANELBOARD UPON COMPLETION OF INSTALLATION WORK. INCLUDE THE ACTUAL ROOM NAMES/NUMBERS THAT ARE SELECTED FOR INTERIOR SIGNAGE/DESIGNATION. xyxy=(1076,343,1356,362)
spec-paragraph: H. IN EXISTING BUILDINGS WHERE FAULT CURRENT VALUES ARE NOT INDICATED ON DRAWINGS, COORDINATE WITH EXISTING "UPSTREAM" DISTRIBUTION EQUIPMENT, AND PROVIDE EQUIPMENT AIC RATINGS THAT MEET OR EXCEED SAME. xyxy=(1076,259,1368,279)
spec-paragraph: 2. GENERAL ELECTRIC COMPANY. xyxy=(756,515,840,522)
page-title: SPECIFICATIONS - DIVISION 26 - ELECTRICAL xyxy=(34,30,372,47)
spec-paragraph: 2. PROVIDE FOR FINAL 24-72 INCHES OF CONNECTION TO INDOOR EQUIPMENT THAT IS SUBJECT TO MOVEMENT OR VIBRATION. LEAVE SUFFICIENT SLACK IN FLEXIBLE CONDUIT TO PREVENT MOVEMENT FROM VIBRATION WITHOUT ADVERSELY AFFECTING CONDUITS AND CONNECTIONS. xyxy=(756,93,1029,112)
spec-paragraph: A. DRAWINGS AND GENERAL PROVISIONS OF CONTRACT, INCLUDING GENERAL AND SUPPLEMENTAL CONDITIONS AND DIVISION-1 SPECIFICATION SECTIONS, APPLY TO WORK OF DIVISION 26 SECTIONS. xyxy=(72,89,358,102)
spec-paragraph: D. TYPE AC/MC CABLE MAY BE UTILIZED ONLY IF NEC APPROVED AND IF APPROVED BY LOCAL AUTHORITY HAVING JURISDICTION AND IF INCLUDED IN THE LIMITED APPLICATIONS DEFINED BELOW: xyxy=(407,252,673,265)
client-line: OBETZ, OH 43125 xyxy=(1405,318,1478,328)
spec-paragraph: B. PROVIDE CABLE FORMED FROM CONTINUOUS LENGTH OF SPIRALLY WOUND, INTERLOCKED ZINC-COATED OR GALVANIZED (INSIDE & OUTSIDE) STRIP STEEL. PROVIDE CABLES WITH FULL PARITY SIZED GREEN INSULATED EQUIPMENT GROUND CONDUCTOR. xyxy=(407,217,691,236)
spec-paragraph: A. PROVIDE COPPER BUSSING. xyxy=(742,741,820,748)
spec-paragraph: C. PROVIDE FOR APPLICATIONS SPECIFICALLY DESIGNATED ON DRAWINGS. xyxy=(407,658,598,665)
spec-paragraph: 2.2 GENERAL REQUIREMENTS xyxy=(720,540,796,546)
spec-paragraph: A. CONNECT WIRES #6 AWG AND LARGER TO PANELS AND APPARATUS BY MEANS OF APPROVED LUGS OR CONNECTORS LARGE ENOUGH TO ENCLOSE ALL STRANDS OF THE CONDUCTORS. PROVIDE SOLDERLESS TYPE CONNECTORS. xyxy=(407,355,690,375)
sheet-number-label: Sheet Number: xyxy=(1403,963,1434,968)
spec-paragraph: A. PROVIDE ALL NECESSARY ELECTRICALLY RELATED WORK AS REQUIRED TO RENDER ALL MECHANICAL EQUIPMENT (INCLUDING PLUMBING, HEATING, VENTILATING AND AIR CONDITIONING EQUIPMENT) FULLY OPERATIONAL AND FULLY COMPLIANT WITH NEC. THIS INCLUDES, PRIOR TO ORDERING MATERIALS OR COMMENCING WITH ROUGH-IN, REVIEWING EQUIPMENT SUBMITTAL DATA AND COORDINATING WITH INSTALLING CONTRACTORS TO ENSURE THE CORRECT SIZE, RATING AND QUANTITY OF CONDUCTORS ARE PROVIDED. xyxy=(742,191,1025,223)
spec-paragraph: A. SUBJECT TO COMPLIANCE WITH REQUIREMENTS, PROVIDE PANELBOARD PRODUCTS OF ONE OF THE FOLLOWING (FOR EACH TYPE AND RATING OF PANELBOARD AND ENCLOSURE): xyxy=(742,492,1005,505)
drawings-issued-label: Drawings issued: xyxy=(1410,384,1460,391)
spec-paragraph: A. PROVIDE FACTORY-ASSEMBLED, MOLDED-CASE CIRCUIT BREAKERS OF FRAME SIZES, CHARACTERISTICS, AND RATINGS INCLUDING RMS SYMMETRICAL INTERRUPTING RATINGS REQUIRED FOR EACH APPLICATION. PROVIDE BREAKERS WITH PERMANENT THERMAL AND INSTANTANEOUS MAGNETIC TRIP, WITH FAULT-CURRENT LIMITING PROTECTION, AND WITH AMPERE RATINGS AS INDICATED. xyxy=(1076,140,1363,166)
sheet-number: E5-1 xyxy=(1435,980,1499,1013)
section-heading: SECTION 26 05 80 - MECHANICAL EQUIPMENT xyxy=(708,163,822,170)
spec-paragraph: C. PROVIDE CONDUCTOR INSULATION RATED AT 600VAC AND 90 DEGREES C. PROVIDE THHN/THWN INSULATION FOR CONDUCTORS SIZE 500 KCMIL AND LARGER, AND FOR CONDUCTORS # 8 AWG AND SMALLER. PROVIDE THW OR THHN/THWN INSULATION FOR OTHER SIZES AS APPROPRIATE FOR THE LOCATION WHERE INSTALLED. xyxy=(407,141,690,160)
spec-paragraph: 5. INSTALL DISCONNECT SWITCHES WITHIN SIGHT OF CONTROLLER POSITION UNLESS OTHERWISE INDICATED. xyxy=(1090,530,1370,536)
release-row xyxy=(1410,416,1480,424)
spec-paragraph: A. PROVIDE FACTORY SERIES COORDINATION FOR ALL CIRCUIT BREAKERS (INCLUDING BRANCH BREAKERS), RELATIVE TO UPSTREAM BREAKERS, SO THAT ONLY THE BREAKER CLOSEST IN THE CIRCUIT TO THE LOAD TRIPS UPON AN OVERLOAD OF FAULT CONDITION. xyxy=(1076,288,1377,308)
spec-paragraph: C. SCHEDULING SHOWN ON DRAWINGS IS SHOWN TO INDICATE FEEDER AND BRANCH CIRCUITING REQUIREMENTS. DETERMINE EXACT NUMBERING SEQUENCE OF CIRCUITS IN FIELD AFTER PERFORMING FINAL BALANCING. xyxy=(1076,363,1368,376)
release-date: - xyxy=(1478,416,1530,423)
spec-paragraph: B. PROVIDE PANELBOARDS WITH PROPER NUMBER OF UNIT PANELBOARD DEVICES AS REQUIRED FOR COMPLETE INSTALLATION. WHERE TYPES, SIZES, OR RATINGS ARE NOT INDICATED, COMPLY WITH NEC, UL AND ESTABLISHED INDUSTRY STANDARDS FOR THOSE APPLICATIONS INDICATED. xyxy=(742,568,1031,588)
release-label: Drawing Release Dates: xyxy=(1403,369,1452,374)
spec-paragraph: a. PROVIDE ONLY WHERE CONCEALED (INSTALL WIRING FOR EXPOSED APPLICATIONS IN RACEWAY). xyxy=(421,266,674,273)
spec-paragraph: 3. SIEMENS/ITE. xyxy=(756,523,796,530)
spec-paragraph: K. PROVIDE FULL-SIZED (100 PERCENT) NEUTRAL BUS. PROVIDE SUITABLE LUGS ON NEUTRAL BUS FOR OUTGOING FEEDERS REQUIRING NEUTRAL CONNECTIONS. xyxy=(742,710,1032,724)
spec-paragraph: 1.3 MATERIALS AND EQUIPMENT xyxy=(50,241,131,248)
spec-paragraph: J. PROVIDE DEAD-FRONT SAFETY TYPE PANELBOARDS AS INDICATED, WITH PANELBOARD SWITCHING AND PROTECTIVE DEVICES IN QUANTITIES, RATINGS, TYPES, AND WITH ARRANGEMENT SHOWN. PROVIDE WITH ANTI-TURN SOLDERLESS PRESSURE TYPE MAIN LUG CONNECTORS APPROVED FOR USE WITH COPPER OR ALUMINUM CONDUCTORS. xyxy=(742,684,1028,709)
spec-paragraph: C. PROVIDE PANELBOARD TRIMS THAT ARE FLUSH OR SURFACE AS REQUIRED FOR RESPECTIVE APPLICATION, THAT ARE CONSTRUCTED OF CODE GAUGE STEEL, THAT ARE FINISHED WITH RUST INHIBITING PRIME COAT AND THEN FACTORY APPLIED HOT SPRAY LACQUER OR BAKED-ON ENAMEL, AND THAT ARE FACTORY PAINTED MANUFACTURER'S STANDARD LIGHT GRAY. PROVIDE TRIMS COMPLETE WITH CONCEALED HINGES AND CONCEALED TRIM CLAMPS. PROVIDE DOORS WITH FLUSH CHROMIUM PLATED COMBINATION CYLINDER LOCK AND CATCH, AND WITH DIRECTORY SUITABLE FOR CLEAR PLASTIC. PROVIDE LOCKS THAT ARE KEYED ALIKE. xyxy=(1076,78,1374,116)
sheet-title xyxy=(1399,912,1535,926)
spec-paragraph: C. PARTICIPATE IN COORDINATION EFFORTS AND IN PREPARATION OF COORDINATION DRAWINGS PRIOR TO FABRICATION OR INSTALLATION OF EQUIPMENT, MATERIALS, ETC. COORDINATE ACTUAL CLEARANCES OF INSTALLED EQUIPMENT. COORDINATE EXACT LOCATION OF ELECTRICAL OUTLETS, LIGHTING FIXTURES, CONDUITS, RACEWAYS, EQUIPMENT, CABLE ASSEMBLIES, APPLICABLE DEVICES, ETC. WITH ALL ADVANCE OF INSTALLATION SO THERE WILL BE NO INTERFERENCES AT INSTALLATION BETWEEN THE VARIOUS TRADES. xyxy=(72,551,346,583)
spec-paragraph: 5. LOCAL UTILITY COMPANY REQUIREMENTS. xyxy=(86,200,200,207)
spec-paragraph: D. WHEN SEVERAL MATERIALS, PRODUCTS OR ITEMS OF EQUIPMENT ARE SPECIFIED BY NAME FOR ONE USE, SELECT ONE OF THOSE SPECIFIED. xyxy=(72,342,349,355)
part-heading: PART 2 - PRODUCTS xyxy=(373,473,424,480)
part-heading: PART 2 - EXECUTION xyxy=(373,338,425,345)
release-row xyxy=(1410,406,1463,414)
spec-paragraph: 3.1 INSTALLATION xyxy=(1054,549,1098,556)
spec-paragraph: A. INSTALL WORK CONDUIT, WIRING, OUTLET BOX TYPE WORK IN FINISHED AREAS CONCEALED. SUCH WORK INSTALLED IN UNFINISHED AREAS MAY BE EXPOSED AT THE DISCRETION OF THE OWNER'S REPRESENTATIVE. xyxy=(72,409,348,422)
release-row xyxy=(1410,447,1480,456)
spec-paragraph: A. GENERAL xyxy=(742,243,773,250)
spec-paragraph: F. PROVIDE FULL SIZE CIRCUIT BREAKERS. DO NOT PROVIDE "TANDEM" OR "SPLIT" BREAKERS. xyxy=(1076,237,1314,244)
spec-paragraph: 1. PROVIDE DISCONNECT SWITCHES EQUAL TO SQUARE D TYPE HD, HEAVY DUTY, SAFETY TYPE, QUICK MAKE AND QUICK BREAK AND EXTERNALLY OPERATED. xyxy=(1090,466,1367,479)
release-label: Bid & Permit xyxy=(1420,427,1446,432)
